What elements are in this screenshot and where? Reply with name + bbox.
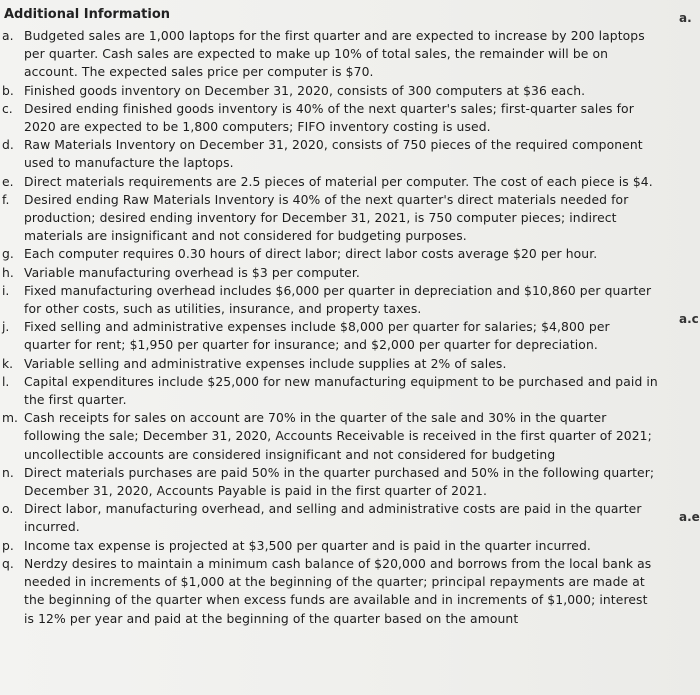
- list-item-f: [0, 191, 675, 246]
- list-item-o: [0, 500, 675, 536]
- item-letter: e.: [2, 174, 14, 189]
- item-text: Budgeted sales are 1,000 laptops for the first quarter and are expected to increase by 200 laptops per quarter. Cash sales are expected to make up 10% of total sales, the remainder will be on account. The expected sales price per computer is $70.: [24, 29, 645, 80]
- item-letter: k.: [2, 356, 14, 371]
- list-item-j: [0, 318, 675, 354]
- item-letter: j.: [2, 320, 10, 335]
- list-item-b: [0, 82, 675, 100]
- list-item-a: [0, 27, 675, 82]
- item-letter: d.: [2, 138, 14, 153]
- item-letter: h.: [2, 265, 14, 280]
- list-item-q: [0, 555, 675, 628]
- list-item-p: [0, 537, 675, 555]
- item-text: Variable manufacturing overhead is $3 per computer.: [24, 265, 360, 280]
- item-text: Finished goods inventory on December 31, 2020, consists of 300 computers at $36 each.: [24, 83, 586, 98]
- list-item-m: [0, 409, 675, 464]
- item-letter: c.: [2, 101, 13, 116]
- item-letter: l.: [2, 374, 10, 389]
- item-letter: n.: [2, 465, 14, 480]
- item-text: Desired ending Raw Materials Inventory is 40% of the next quarter's direct materials needed for production; desired ending inventory for December 31, 2021, is 750 computer pieces; indirect materials are insignificant and not considered for budgeting purposes.: [24, 192, 629, 244]
- item-text: Raw Materials Inventory on December 31, 2020, consists of 750 pieces of the required component used to manufacture the laptops.: [24, 138, 643, 171]
- item-text: Each computer requires 0.30 hours of direct labor; direct labor costs average $20 per hour.: [24, 247, 598, 262]
- item-text: Direct labor, manufacturing overhead, and selling and administrative costs are paid in the quarter incurred.: [24, 502, 642, 535]
- item-letter: b.: [2, 83, 14, 98]
- item-letter: o.: [2, 502, 14, 517]
- list-item-i: [0, 282, 675, 318]
- list-item-g: [0, 245, 675, 263]
- side-label-ac: a.c: [679, 312, 699, 326]
- item-letter: i.: [2, 283, 10, 298]
- side-label-a: a.: [679, 11, 692, 25]
- item-text: Desired ending finished goods inventory is 40% of the next quarter's sales; first-quarter sales for 2020 are expected to be 1,800 computers; FIFO inventory costing is used.: [24, 101, 634, 135]
- item-text: Direct materials purchases are paid 50% in the quarter purchased and 50% in the following quarter; December 31, 2020, Accounts Payable is paid in the first quarter of 2021.: [24, 465, 655, 499]
- item-text: Income tax expense is projected at $3,500 per quarter and is paid in the quarter incurred.: [24, 538, 591, 553]
- item-text: Cash receipts for sales on account are 70% in the quarter of the sale and 30% in the quarter following the sale; December 31, 2020, Accounts Receivable is received in the first quarter of 2021; uncollectible accounts are considered insignificant and not considered for budgeting: [24, 411, 652, 462]
- item-letter: p.: [2, 538, 14, 553]
- item-letter: q.: [2, 556, 14, 571]
- item-text: Fixed selling and administrative expenses include $8,000 per quarter for salaries; $4,800 per quarter for rent; $1,950 per quarter for insurance; and $2,000 per quarter for depreciation.: [24, 320, 610, 353]
- list-item-e: [0, 173, 675, 191]
- item-text: Capital expenditures include $25,000 for new manufacturing equipment to be purchased and paid in the first quarter.: [24, 374, 658, 408]
- list-item-h: [0, 264, 675, 282]
- information-list: [0, 27, 675, 628]
- item-letter: f.: [2, 192, 10, 207]
- item-text: Nerdzy desires to maintain a minimum cash balance of $20,000 and borrows from the local bank as needed in increments of $1,000 at the beginning of the quarter; principal repayments are made at the beginning of the quarter when excess funds are available and in increments of $1,000; interest is 12% per year and paid at the beginning of the quarter based on the amount: [24, 556, 652, 626]
- item-text: Variable selling and administrative expenses include supplies at 2% of sales.: [24, 356, 507, 371]
- item-text: Direct materials requirements are 2.5 pieces of material per computer. The cost of each piece is $4.: [24, 174, 653, 189]
- item-text: Fixed manufacturing overhead includes $6,000 per quarter in depreciation and $10,860 per quarter for other costs, such as utilities, insurance, and property taxes.: [24, 283, 652, 317]
- item-letter: g.: [2, 247, 14, 262]
- list-item-l: [0, 373, 675, 409]
- list-item-c: [0, 100, 675, 136]
- list-item-d: [0, 136, 675, 172]
- side-label-ae: a.e: [679, 510, 700, 524]
- item-letter: m.: [2, 411, 18, 426]
- list-item-k: [0, 355, 675, 373]
- document-title: Additional Information: [4, 7, 171, 22]
- list-item-n: [0, 464, 675, 500]
- item-letter: a.: [2, 29, 14, 43]
